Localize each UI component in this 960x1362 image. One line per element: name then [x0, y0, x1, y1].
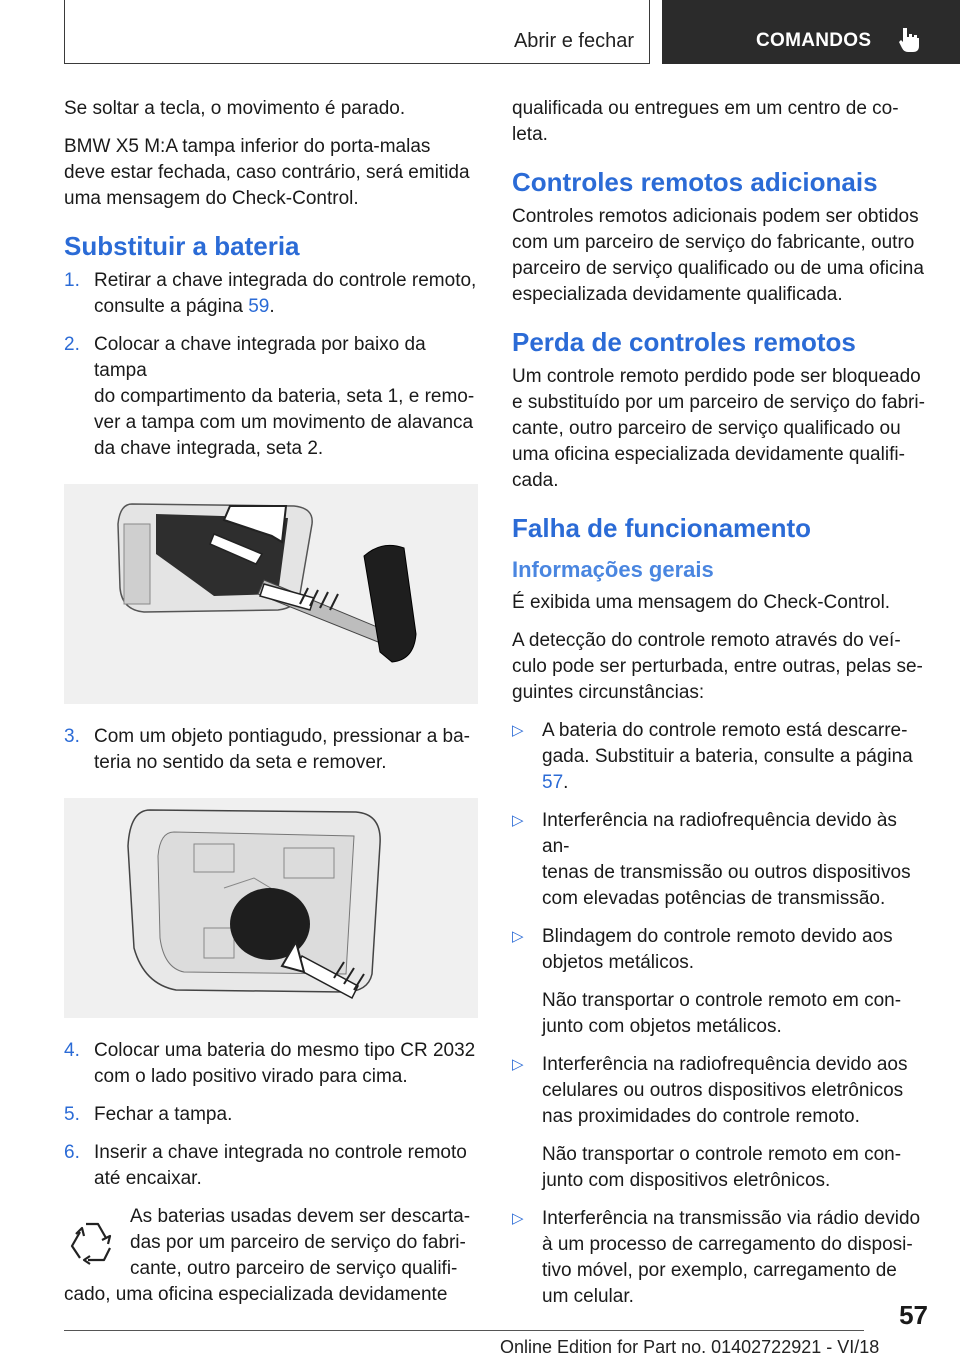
hand-pointer-icon: [898, 26, 920, 54]
paragraph-x5m-note: [64, 134, 478, 212]
text-line: qualificada ou entregues em um centro de co-: [512, 98, 899, 119]
step-3: [64, 724, 478, 776]
header-section-title: Abrir e fechar: [513, 30, 634, 52]
text-line: Interferência na radiofrequência devido aos: [542, 1054, 908, 1075]
paragraph-additional-remotes: [512, 204, 926, 308]
paragraph-detection: [512, 628, 926, 706]
page-link-57[interactable]: 57: [542, 772, 564, 793]
key-cover-illustration: [64, 484, 478, 704]
text-line: cada.: [512, 470, 559, 491]
text-line: A bateria do controle remoto está descarre-: [542, 720, 908, 741]
battery-removal-illustration: [64, 798, 478, 1018]
right-column: [512, 96, 926, 1322]
page-number: 57: [899, 1300, 928, 1330]
text-line: à um processo de carregamento do disposi-: [542, 1234, 913, 1255]
text-line: uma mensagem do Check-Control.: [64, 188, 359, 209]
edition-footer: Online Edition for Part no. 01402722921 - VI/18: [500, 1337, 880, 1357]
step-number: 5.: [64, 1104, 80, 1125]
text-line: com elevadas potências de transmissão.: [542, 888, 886, 909]
heading-malfunction: Falha de funcionamento: [512, 513, 812, 543]
text-line: deve estar fechada, caso contrário, será emitida: [64, 162, 470, 183]
triangle-bullet-icon: ▷: [512, 1210, 524, 1227]
text-line: parceiro de serviço qualificado ou de uma oficina: [512, 258, 924, 279]
text-line: As baterias usadas devem ser descarta-: [130, 1206, 471, 1227]
page-header: [0, 0, 960, 64]
step-number: 2.: [64, 334, 80, 355]
text-punct: .: [563, 772, 569, 793]
heading-additional-remotes: Controles remotos adicionais: [512, 167, 878, 197]
text-line: Colocar a chave integrada por baixo da tampa: [94, 334, 426, 381]
text-line: com um parceiro de serviço do fabricante, outro: [512, 232, 915, 253]
step-number: 6.: [64, 1142, 80, 1163]
text-line: objetos metálicos.: [542, 952, 695, 973]
text-line: Controles remotos adicionais podem ser obtidos: [512, 206, 919, 227]
header-chapter-title: COMANDOS: [756, 30, 872, 51]
heading-general-info: Informações gerais: [512, 557, 714, 582]
text-line: Um controle remoto perdido pode ser bloqueado: [512, 366, 921, 387]
text-line: culo pode ser perturbada, entre outras, pelas se-: [512, 656, 923, 677]
header-chapter-tab: [662, 0, 960, 64]
step-number: 3.: [64, 726, 80, 747]
bullet-sub-note: [542, 1142, 926, 1194]
text-line: cado, uma oficina especializada devidamente: [64, 1284, 448, 1305]
text-line: junto com dispositivos eletrônicos.: [542, 1170, 831, 1191]
step-6: [64, 1140, 478, 1192]
paragraph-continued: [512, 96, 926, 148]
triangle-bullet-icon: ▷: [512, 812, 524, 829]
text-line: A detecção do controle remoto através do veí-: [512, 630, 901, 651]
bullet-sub-note: [542, 988, 926, 1040]
recycling-note: [64, 1204, 478, 1308]
text-line: Não transportar o controle remoto em con-: [542, 1144, 902, 1165]
text-line: da chave integrada, seta 2.: [94, 438, 324, 459]
text-line: das por um parceiro de serviço do fabri-: [130, 1232, 466, 1253]
bullet-charging-interference: [512, 1206, 926, 1310]
text-line: e substituído por um parceiro de serviço do fabri-: [512, 392, 925, 413]
step-4: [64, 1038, 478, 1090]
step-1: [64, 268, 478, 320]
left-column: [64, 96, 478, 1308]
triangle-bullet-icon: ▷: [512, 928, 524, 945]
text-line: tivo móvel, por exemplo, carregamento de: [542, 1260, 897, 1281]
page-link-59[interactable]: 59: [248, 296, 270, 317]
text-line: junto com objetos metálicos.: [542, 1016, 782, 1037]
text-line: nas proximidades do controle remoto.: [542, 1106, 860, 1127]
triangle-bullet-icon: ▷: [512, 722, 524, 739]
step-5: [64, 1102, 478, 1128]
figure-remove-cover: [64, 484, 478, 704]
triangle-bullet-icon: ▷: [512, 1056, 524, 1073]
figure-remove-battery: [64, 798, 478, 1018]
text-line: Fechar a tampa.: [94, 1104, 233, 1125]
text-line: BMW X5 M:A tampa inferior do porta-malas: [64, 136, 431, 157]
text-line: ver a tampa com um movimento de alavanca: [94, 412, 474, 433]
text-line: Retirar a chave integrada do controle remoto,: [94, 270, 477, 291]
text-line: Colocar uma bateria do mesmo tipo CR 2032: [94, 1040, 476, 1061]
bullet-antenna-interference: [512, 808, 926, 912]
text-line: com o lado positivo virado para cima.: [94, 1066, 408, 1087]
paragraph-check-control: É exibida uma mensagem do Check-Control.: [512, 592, 891, 613]
text-line: guintes circunstâncias:: [512, 682, 705, 703]
bullet-phone-interference: [512, 1052, 926, 1194]
bullet-metal-shielding: [512, 924, 926, 1040]
step-number: 4.: [64, 1040, 80, 1061]
text-line: tenas de transmissão ou outros dispositivos: [542, 862, 911, 883]
text-line: Interferência na transmissão via rádio devido: [542, 1208, 921, 1229]
text-line: uma oficina especializada devidamente qualifi-: [512, 444, 905, 465]
text-line: especializada devidamente qualificada.: [512, 284, 843, 305]
step-number: 1.: [64, 270, 80, 291]
text-line: até encaixar.: [94, 1168, 202, 1189]
text-line: Blindagem do controle remoto devido aos: [542, 926, 893, 947]
text-line: teria no sentido da seta e remover.: [94, 752, 387, 773]
step-2: [64, 332, 478, 462]
footer-divider: [64, 1330, 864, 1331]
heading-replace-battery: Substituir a bateria: [64, 231, 300, 261]
text-line: cante, outro parceiro de serviço qualifi-: [130, 1258, 458, 1279]
heading-lost-remotes: Perda de controles remotos: [512, 327, 856, 357]
paragraph-release: Se soltar a tecla, o movimento é parado.: [64, 98, 406, 119]
bullet-battery-discharged: [512, 718, 926, 796]
text-line: consulte a página: [94, 296, 249, 317]
text-line: Inserir a chave integrada no controle remoto: [94, 1142, 467, 1163]
text-line: um celular.: [542, 1286, 634, 1307]
paragraph-lost-remotes: [512, 364, 926, 494]
text-line: leta.: [512, 124, 548, 145]
text-line: Interferência na radiofrequência devido às an-: [542, 810, 897, 857]
recycle-icon: [64, 1214, 120, 1270]
text-line: cante, outro parceiro de serviço qualificado ou: [512, 418, 901, 439]
text-line: gada. Substituir a bateria, consulte a página: [542, 746, 913, 767]
text-punct: .: [269, 296, 275, 317]
text-line: celulares ou outros dispositivos eletrônicos: [542, 1080, 904, 1101]
text-line: Com um objeto pontiagudo, pressionar a ba-: [94, 726, 471, 747]
text-line: do compartimento da bateria, seta 1, e remo-: [94, 386, 475, 407]
text-line: Não transportar o controle remoto em con-: [542, 990, 902, 1011]
